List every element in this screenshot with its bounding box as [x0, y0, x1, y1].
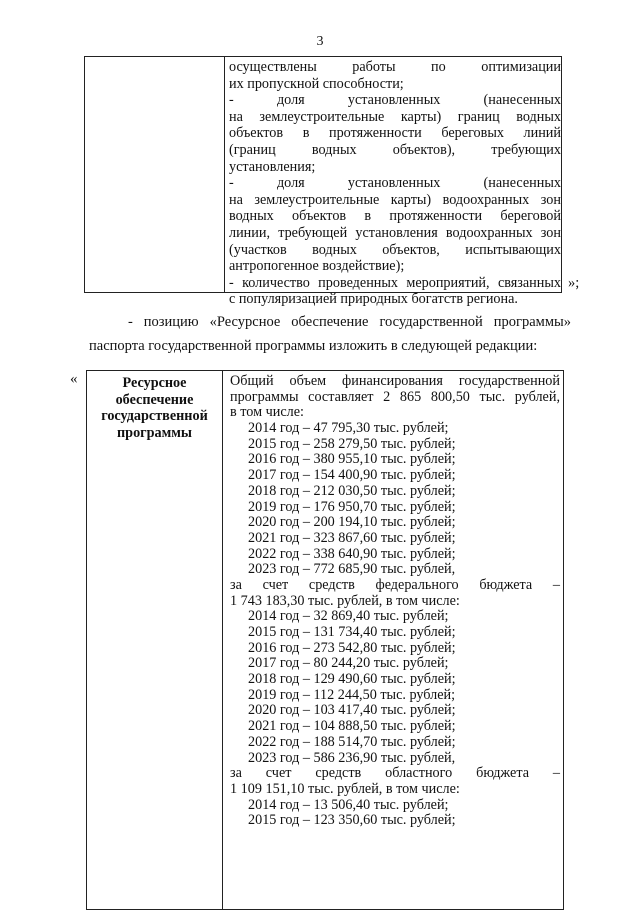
- heading-line: Ресурсное: [122, 375, 187, 391]
- opening-quote: «: [70, 371, 78, 387]
- funding-year-line: 2020 год – 103 417,40 тыс. рублей;: [248, 702, 456, 719]
- resource-heading-cell: [87, 375, 222, 441]
- funding-year-line: 2022 год – 338 640,90 тыс. рублей;: [248, 545, 456, 562]
- text-line: 1 743 183,30 тыс. рублей, в том числе:: [230, 592, 460, 609]
- funding-year-line: 2015 год – 258 279,50 тыс. рублей;: [248, 435, 456, 452]
- funding-year-line: 2015 год – 123 350,60 тыс. рублей;: [248, 812, 456, 829]
- text-line: Общий объем финансирования государственной: [230, 373, 560, 389]
- text-line: их пропускной способности;: [229, 75, 404, 92]
- funding-year-line: 2017 год – 154 400,90 тыс. рублей;: [248, 467, 456, 484]
- text-line: объектов в протяженности береговых линий: [229, 125, 561, 142]
- text-line: осуществлены работы по оптимизации: [229, 59, 561, 75]
- funding-year-line: 2018 год – 129 490,60 тыс. рублей;: [248, 671, 456, 688]
- funding-year-line: 2016 год – 380 955,10 тыс. рублей;: [248, 451, 456, 468]
- text-line: (границ водных объектов), требующих: [229, 141, 561, 158]
- funding-year-line: 2020 год – 200 194,10 тыс. рублей;: [248, 514, 456, 531]
- text-line: водных объектов в протяженности береговой: [229, 208, 561, 225]
- funding-year-line: 2014 год – 13 506,40 тыс. рублей;: [248, 796, 449, 813]
- amendment-paragraph-line-2: паспорта государственной программы изложить в следующей редакции:: [89, 338, 538, 354]
- funding-year-line: 2019 год – 176 950,70 тыс. рублей;: [248, 498, 456, 515]
- funding-year-line: 2023 год – 772 685,90 тыс. рублей,: [248, 561, 456, 578]
- funding-year-line: 2018 год – 212 030,50 тыс. рублей;: [248, 482, 456, 499]
- heading-line: обеспечение: [115, 391, 194, 408]
- funding-year-line: 2021 год – 104 888,50 тыс. рублей;: [248, 718, 456, 735]
- text-line: на землеустроительные карты) границ водных: [229, 108, 561, 125]
- table-column-divider: [224, 57, 225, 292]
- funding-year-line: 2014 год – 32 869,40 тыс. рублей;: [248, 608, 449, 625]
- text-line: с популяризацией природных богатств региона.: [229, 291, 518, 308]
- text-line: на землеустроительные карты) водоохранных зон: [229, 191, 561, 208]
- text-line: установления;: [229, 158, 316, 175]
- text-line: - доля установленных (нанесенных: [229, 175, 561, 192]
- text-line: антропогенное воздействие);: [229, 258, 405, 275]
- heading-line: программы: [117, 424, 192, 441]
- text-line: линии, требующей установления водоохранных зон: [229, 224, 561, 241]
- text-line: за счет средств областного бюджета –: [230, 765, 560, 782]
- funding-year-line: 2014 год – 47 795,30 тыс. рублей;: [248, 420, 449, 437]
- funding-year-line: 2017 год – 80 244,20 тыс. рублей;: [248, 655, 449, 672]
- table-column-divider: [222, 371, 223, 909]
- continuation-table: [84, 56, 562, 308]
- text-line: - количество проведенных мероприятий, связанных: [229, 274, 561, 291]
- text-line: (участков водных объектов, испытывающих: [229, 241, 561, 258]
- indicators-cell: [229, 59, 561, 308]
- text-line: программы составляет 2 865 800,50 тыс. рублей,: [230, 388, 560, 405]
- funding-year-line: 2015 год – 131 734,40 тыс. рублей;: [248, 624, 456, 640]
- text-line: в том числе:: [230, 404, 304, 421]
- resource-table: [86, 370, 564, 910]
- closing-quote: »;: [568, 275, 580, 291]
- text-line: 1 109 151,10 тыс. рублей, в том числе:: [230, 780, 460, 797]
- funding-cell: [230, 374, 560, 829]
- funding-year-line: 2016 год – 273 542,80 тыс. рублей;: [248, 639, 456, 656]
- text-line: - доля установленных (нанесенных: [229, 92, 561, 109]
- funding-year-line: 2023 год – 586 236,90 тыс. рублей,: [248, 749, 456, 766]
- text-line: за счет средств федерального бюджета –: [230, 576, 560, 593]
- page-number: 3: [316, 34, 324, 49]
- funding-year-line: 2022 год – 188 514,70 тыс. рублей;: [248, 733, 456, 750]
- heading-line: государственной: [101, 408, 208, 425]
- funding-year-line: 2021 год – 323 867,60 тыс. рублей;: [248, 529, 456, 546]
- funding-year-line: 2019 год – 112 244,50 тыс. рублей;: [248, 686, 456, 703]
- amendment-paragraph-line-1: - позицию «Ресурсное обеспечение государственной программы»: [128, 314, 571, 330]
